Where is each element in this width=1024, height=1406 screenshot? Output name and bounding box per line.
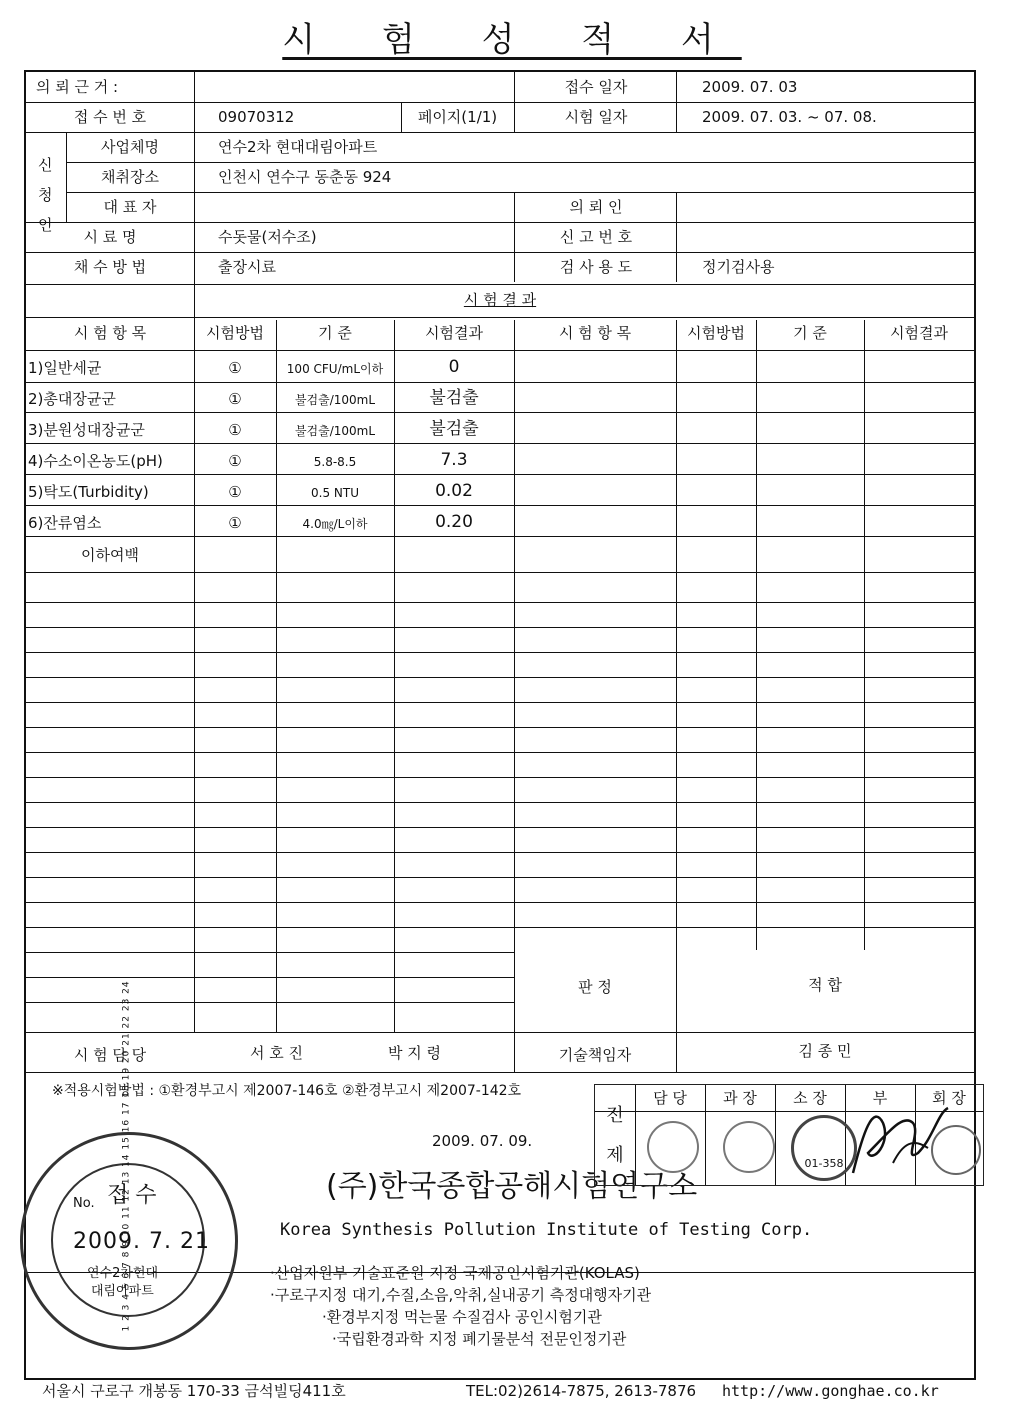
approval-header: 담 당 (653, 1089, 687, 1107)
row-method: ① (228, 452, 242, 470)
signature-icon (843, 1089, 963, 1183)
report-no-label: 신 고 번 호 (559, 228, 633, 246)
col-item: 시 험 항 목 (73, 324, 147, 342)
row-method: ① (228, 483, 242, 501)
receipt-date-label: 접수 일자 (564, 78, 628, 96)
basis-label: 의 뢰 근 거 : (36, 78, 119, 96)
col-standard-2: 기 준 (793, 324, 827, 342)
report-frame (24, 70, 976, 1380)
row-item: 5)탁도(Turbidity) (28, 483, 149, 501)
approval-stamp (723, 1121, 775, 1173)
col-method-2: 시험방법 (687, 324, 745, 342)
test-date-label: 시험 일자 (564, 108, 628, 126)
col-method: 시험방법 (206, 324, 264, 342)
website-url: http://www.gonghae.co.kr (722, 1382, 939, 1400)
tech-manager-label: 기술책임자 (558, 1046, 632, 1064)
approval-side: 제 (606, 1145, 624, 1166)
row-item: 4)수소이온농도(pH) (28, 452, 163, 470)
row-result: 불검출 (429, 388, 479, 408)
stamp-no: No. (73, 1196, 95, 1211)
tester-1: 서 호 진 (250, 1044, 304, 1062)
telephone: TEL:02)2614-7875, 2613-7876 (466, 1382, 697, 1400)
applied-methods: ※적용시험방법 : ①환경부고시 제2007-146호 ②환경부고시 제2007-142호 (52, 1083, 522, 1099)
blank-note: 이하여백 (81, 546, 139, 564)
row-standard: 4.0㎎/L이하 (302, 517, 368, 531)
row-method: ① (228, 514, 242, 532)
rep-label: 대 표 자 (103, 198, 157, 216)
certification: ·구로구지정 대기,수질,소음,악취,실내공기 측정대행자기관 (270, 1286, 652, 1304)
row-result: 0 (448, 357, 460, 377)
business-label: 사업체명 (101, 138, 159, 156)
tester-2: 박 지 령 (388, 1044, 442, 1062)
company-name-en: Korea Synthesis Pollution Institute of Testing Corp. (280, 1220, 813, 1240)
staff-label: 시 험 담 당 (73, 1046, 147, 1064)
row-standard: 불검출/100mL (294, 424, 376, 438)
row-standard: 5.8-8.5 (313, 455, 357, 469)
judgement-value: 적 합 (808, 976, 842, 994)
certification: ·환경부지정 먹는물 수질검사 공인시험기관 (322, 1308, 602, 1326)
applicant-label: 신청인 (38, 156, 53, 234)
col-standard: 기 준 (318, 324, 352, 342)
row-item: 1)일반세균 (28, 359, 102, 377)
approval-box (594, 1084, 984, 1186)
judgement-label: 판 정 (578, 978, 612, 996)
certification: ·국립환경과학 지정 폐기물분석 전문인정기관 (332, 1330, 627, 1348)
address: 서울시 구로구 개봉동 170-33 금석빌딩411호 (42, 1382, 346, 1400)
document-title: 시 험 성 적 서 (282, 20, 742, 60)
stamp-date: 2009. 7. 21 (73, 1229, 210, 1254)
stamp-ring-numbers: 1 2 3 4 5 6 7 8 9 10 11 12 13 14 15 16 17 18 19 20 21 22 23 24 (121, 980, 132, 1332)
receipt-date: 2009. 07. 03 (702, 78, 798, 96)
location: 인천시 연수구 동춘동 924 (218, 168, 392, 186)
results-title: 시 험 결 과 (463, 291, 537, 309)
sample-label: 시 료 명 (83, 228, 137, 246)
row-method: ① (228, 390, 242, 408)
company-seal: 01-358 (791, 1115, 857, 1181)
page-indicator: 페이지(1/1) (417, 108, 498, 126)
purpose-label: 검 사 용 도 (559, 258, 633, 276)
approval-header: 과 장 (723, 1089, 757, 1107)
row-result: 0.02 (435, 481, 473, 501)
issue-date: 2009. 07. 09. (432, 1132, 533, 1150)
col-item-2: 시 험 항 목 (558, 324, 632, 342)
row-method: ① (228, 359, 242, 377)
col-result-2: 시험결과 (890, 324, 948, 342)
sampling-method: 출장시료 (218, 258, 276, 276)
sample-name: 수돗물(저수조) (218, 228, 317, 246)
approval-header: 부 (872, 1089, 888, 1107)
purpose: 정기검사용 (702, 258, 775, 276)
approval-side: 전 (606, 1105, 624, 1126)
row-item: 6)잔류염소 (28, 514, 102, 532)
certification: ·산업자원부 기술표준원 지정 국제공인시험기관(KOLAS) (270, 1264, 640, 1282)
row-result: 7.3 (440, 450, 468, 470)
stamp-name: 연수2차현대 (87, 1266, 159, 1281)
col-result: 시험결과 (425, 324, 483, 342)
row-method: ① (228, 421, 242, 439)
approval-header: 회 장 (932, 1089, 966, 1107)
row-standard: 100 CFU/mL이하 (286, 362, 384, 376)
row-item: 2)총대장균군 (28, 390, 116, 408)
row-standard: 0.5 NTU (311, 486, 359, 500)
row-result: 0.20 (435, 512, 473, 532)
client-label: 의 뢰 인 (569, 198, 623, 216)
receipt-no: 09070312 (218, 108, 295, 126)
company-name-kr: (주)한국종합공해시험연구소 (326, 1169, 698, 1204)
receipt-no-label: 접 수 번 호 (73, 108, 147, 126)
location-label: 채취장소 (101, 168, 159, 186)
approval-header: 소 장 (793, 1089, 827, 1107)
business-name: 연수2차 현대대림아파트 (218, 138, 378, 156)
test-date: 2009. 07. 03. ~ 07. 08. (702, 108, 877, 126)
stamp-label: 접 수 (107, 1183, 157, 1208)
row-standard: 불검출/100mL (294, 393, 376, 407)
stamp-name: 대림아파트 (91, 1284, 154, 1299)
tech-manager: 김 종 민 (798, 1042, 852, 1060)
row-result: 불검출 (429, 419, 479, 439)
row-item: 3)분원성대장균군 (28, 421, 145, 439)
approval-stamp (647, 1121, 699, 1173)
method-label: 채 수 방 법 (73, 258, 147, 276)
